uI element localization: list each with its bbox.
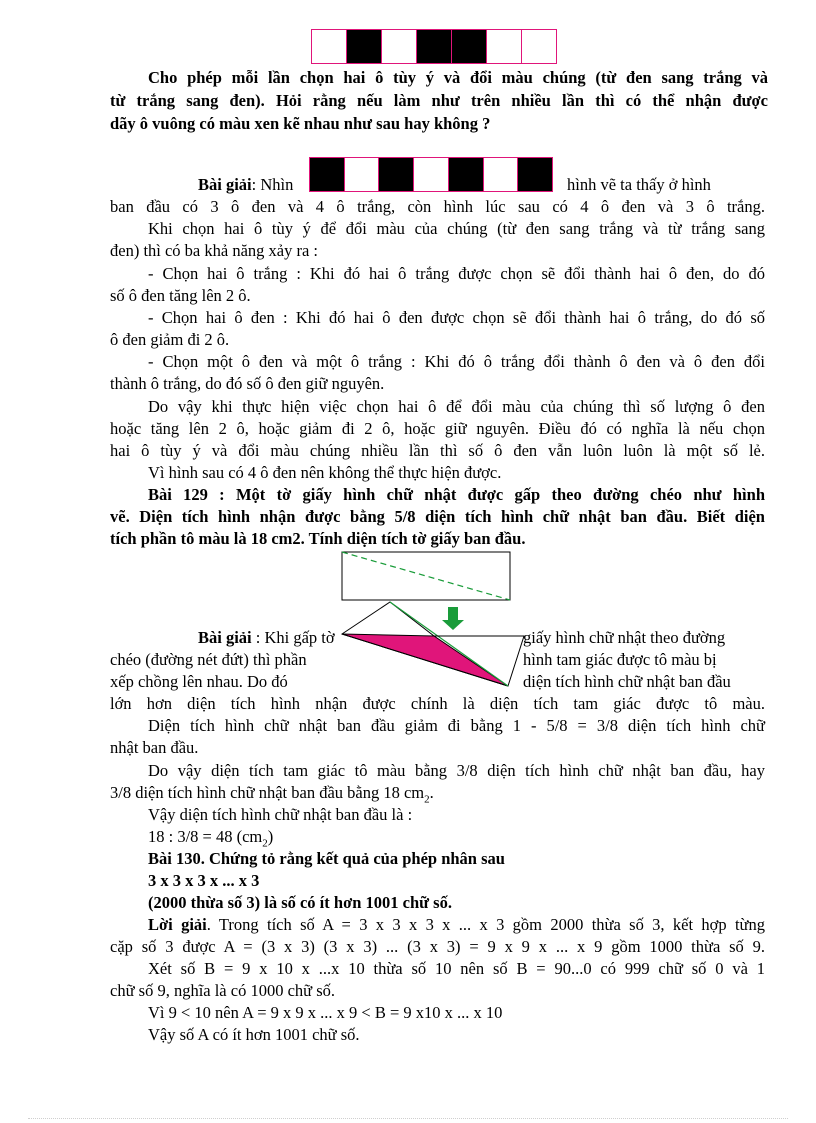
- solution-intro: [198, 175, 293, 195]
- down-arrow-icon: [442, 607, 464, 630]
- problem130-line-3: (2000 thừa số 3) là số có ít hơn 1001 chữ số.: [148, 893, 452, 912]
- sol1-line-2: Khi chọn hai ô tùy ý để đổi màu của chúng (từ đen sang trắng và từ trắng sang: [148, 219, 765, 238]
- solution-intro-after: hình vẽ ta thấy ở hình: [567, 175, 711, 194]
- target-square-3-black: [379, 158, 414, 191]
- color-strip-initial: [311, 29, 557, 64]
- sol129-line-10-sub: 2: [262, 837, 268, 850]
- sol1-line-8: - Chọn một ô đen và một ô trắng : Khi đó ô trắng đổi thành ô đen và ô đen đổi: [148, 352, 765, 371]
- initial-square-6-white: [487, 30, 522, 63]
- sol130-line-4: chữ số 9, nghĩa là có 1000 chữ số.: [110, 981, 336, 1000]
- sol129-line-1-right: giấy hình chữ nhật theo đường: [523, 628, 726, 647]
- target-square-6-white: [484, 158, 519, 191]
- initial-square-3-white: [382, 30, 417, 63]
- sol130-line-6: Vậy số A có ít hơn 1001 chữ số.: [148, 1025, 360, 1044]
- sol1-line-3: đen) thì có ba khả năng xảy ra :: [110, 241, 319, 260]
- sol130-label: Lời giải: [148, 915, 207, 934]
- sol129-line-4: lớn hơn diện tích hình nhận được chính là diện tích tam giác được tô màu.: [110, 694, 765, 713]
- sol130-line-1-text: . Trong tích số A = 3 x 3 x 3 x ... x 3 gồm 2000 thừa số 3, kết hợp từng: [206, 915, 765, 934]
- solution-label: Bài giải: [198, 175, 252, 194]
- page-bottom-rule: [28, 1118, 788, 1119]
- sol129-line-3-left: xếp chồng lên nhau. Do đó: [110, 672, 288, 691]
- sol1-line-9: thành ô trắng, do đó số ô đen giữ nguyên.: [110, 374, 385, 393]
- target-square-5-black: [449, 158, 484, 191]
- problem-line-2: từ trắng sang đen). Hỏi rằng nếu làm như trên nhiều lần thì có thể nhận được: [110, 91, 768, 110]
- sol1-line-6: - Chọn hai ô đen : Khi đó hai ô đen được chọn sẽ đổi thành hai ô trắng, do đó số: [148, 308, 765, 327]
- sol129-line-8-end: .: [429, 783, 434, 802]
- target-square-7-black: [518, 158, 552, 191]
- initial-square-5-black: [452, 30, 487, 63]
- sol129-line-6: nhật ban đầu.: [110, 738, 199, 757]
- sol130-line-2: cặp số 3 được A = (3 x 3) (3 x 3) ... (3 x 3) = 9 x 9 x ... x 9 gồm 1000 thừa số 9.: [110, 937, 765, 956]
- problem-line-1: Cho phép mỗi lần chọn hai ô tùy ý và đổi màu chúng (từ đen sang trắng và: [148, 68, 768, 87]
- solution-intro-text: : Nhìn: [251, 175, 294, 194]
- sol130-line-3: Xét số B = 9 x 10 x ...x 10 thừa số 10 nên số B = 90...0 có 999 chữ số 0 và 1: [148, 959, 765, 978]
- initial-square-1-white: [312, 30, 347, 63]
- sol130-line-1: [148, 915, 765, 935]
- sol1-line-1: ban đầu có 3 ô đen và 4 ô trắng, còn hình lúc sau có 4 ô đen và 3 ô trắng.: [110, 197, 765, 216]
- target-square-2-white: [345, 158, 380, 191]
- sol129-line-5: Diện tích hình chữ nhật ban đầu giảm đi bằng 1 - 5/8 = 3/8 diện tích hình chữ: [148, 716, 765, 735]
- sol1-line-13: Vì hình sau có 4 ô đen nên không thể thực hiện được.: [148, 463, 502, 482]
- problem130-line-1: Bài 130. Chứng tỏ rằng kết quả của phép nhân sau: [148, 849, 505, 868]
- initial-square-7-white: [522, 30, 556, 63]
- sol129-line-9: Vậy diện tích hình chữ nhật ban đầu là :: [148, 805, 413, 824]
- sol129-line-1-left: [198, 628, 335, 648]
- sol129-line-7: Do vậy diện tích tam giác tô màu bằng 3/8 diện tích hình chữ nhật ban đầu, hay: [148, 761, 765, 780]
- target-square-1-black: [310, 158, 345, 191]
- target-square-4-white: [414, 158, 449, 191]
- initial-square-2-black: [347, 30, 382, 63]
- problem129-line-2: vẽ. Diện tích hình nhận được bằng 5/8 diện tích hình chữ nhật ban đầu. Biết diện: [110, 507, 765, 526]
- sol1-line-11: hoặc tăng lên 2 ô, hoặc giảm đi 2 ô, hoặc giữ nguyên. Điều đó có nghĩa là nếu chọn: [110, 419, 765, 438]
- sol129-line-2-right: hình tam giác được tô màu bị: [523, 650, 717, 669]
- sol129-line-8-text: 3/8 diện tích hình chữ nhật ban đầu bằng 18 cm: [110, 783, 425, 802]
- problem129-line-3: tích phần tô màu là 18 cm2. Tính diện tích tờ giấy ban đầu.: [110, 529, 526, 548]
- original-rectangle: [342, 552, 510, 600]
- sol129-line-10-text: 18 : 3/8 = 48 (cm: [148, 827, 263, 846]
- color-strip-target: [309, 157, 553, 192]
- sol1-line-12: hai ô tùy ý và đổi màu chúng nhiều lần thì số ô đen vẫn luôn luôn là một số lẻ.: [110, 441, 765, 460]
- initial-square-4-black: [417, 30, 452, 63]
- sol1-line-10: Do vậy khi thực hiện việc chọn hai ô để đổi màu của chúng thì số lượng ô đen: [148, 397, 765, 416]
- problem-line-3: dãy ô vuông có màu xen kẽ nhau như sau hay không ?: [110, 114, 491, 133]
- sol130-line-5: Vì 9 < 10 nên A = 9 x 9 x ... x 9 < B = 9 x10 x ... x 10: [148, 1003, 503, 1022]
- problem130-line-2: 3 x 3 x 3 x ... x 3: [148, 871, 260, 890]
- sol1-line-7: ô đen giảm đi 2 ô.: [110, 330, 230, 349]
- sol129-line-8-sub: 2: [424, 793, 430, 806]
- sol129-line-3-right: diện tích hình chữ nhật ban đầu: [523, 672, 731, 691]
- folded-paper-figure: [338, 548, 528, 688]
- sol129-line-2-left: chéo (đường nét đứt) thì phần: [110, 650, 307, 669]
- sol129-label: Bài giải: [198, 628, 252, 647]
- sol1-line-4: - Chọn hai ô trắng : Khi đó hai ô trắng được chọn sẽ đổi thành hai ô đen, do đó: [148, 264, 765, 283]
- sol129-left-text-1: : Khi gấp tờ: [255, 628, 335, 647]
- sol129-line-10-end: ): [267, 827, 274, 846]
- problem129-line-1: Bài 129 : Một tờ giấy hình chữ nhật được gấp theo đường chéo như hình: [148, 485, 765, 504]
- sol1-line-5: số ô đen tăng lên 2 ô.: [110, 286, 251, 305]
